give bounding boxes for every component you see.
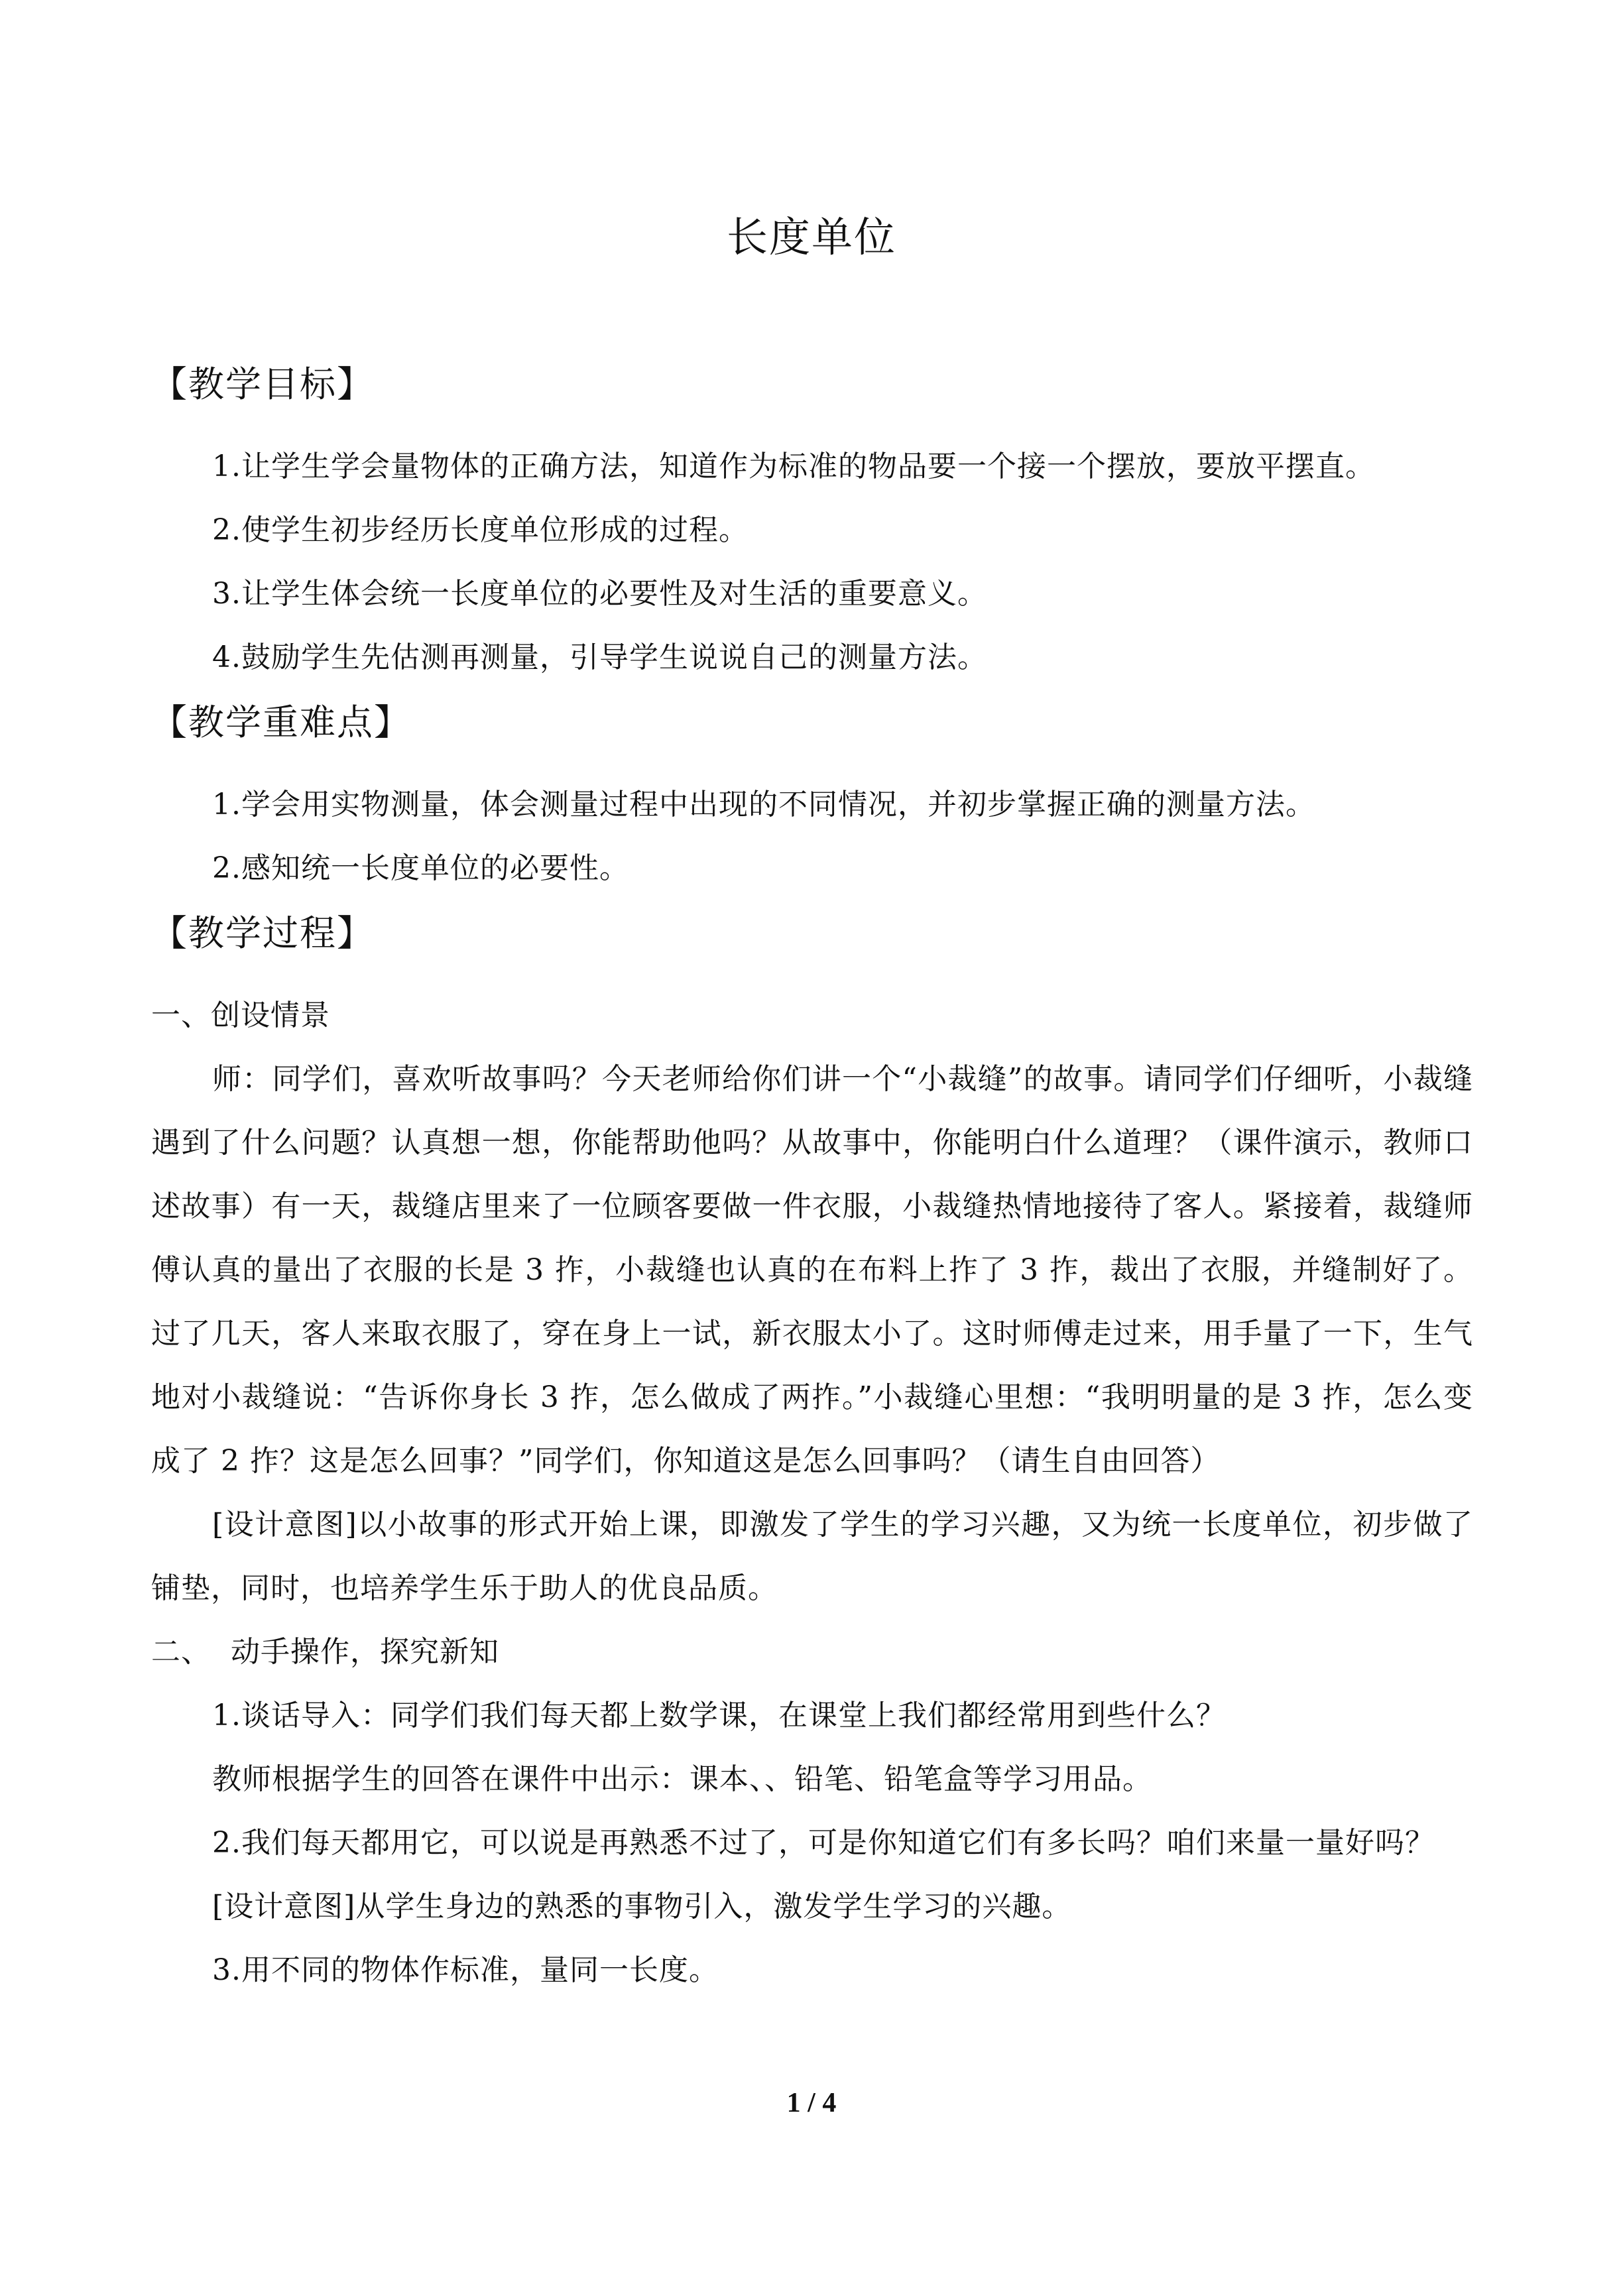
- objective-item: 2.使学生初步经历长度单位形成的过程。: [212, 513, 749, 547]
- process-part1-design-note: [设计意图]以小故事的形式开始上课，即激发了学生的学习兴趣，又为统一长度单位，初步做了铺垫，同时，也培养学生乐于助人的优良品质。: [151, 1508, 1473, 1605]
- key-points-heading: 【教学重难点】: [151, 701, 411, 743]
- process-part2-design-note: [设计意图]从学生身边的熟悉的事物引入，激发学生学习的兴趣。: [212, 1890, 1072, 1923]
- process-part1-label: 一、创设情景: [151, 998, 330, 1032]
- objectives-heading: 【教学目标】: [151, 363, 374, 405]
- process-part2-note: 教师根据学生的回答在课件中出示：课本、、铅笔、铅笔盒等学习用品。: [212, 1762, 1152, 1796]
- key-point-item: 1.学会用实物测量，体会测量过程中出现的不同情况，并初步掌握正确的测量方法。: [212, 788, 1315, 821]
- process-part1-story: 师：同学们，喜欢听故事吗？今天老师给你们讲一个“小裁缝”的故事。请同学们仔细听，小裁缝遇到了什么问题？认真想一想，你能帮助他吗？从故事中，你能明白什么道理？（课件演示，教师口述故事）有一天，裁缝店里来了一位顾客要做一件衣服，小裁缝热情地接待了客人。紧接着，裁缝师傅认真的量出了衣服的长是 3 拃，小裁缝也认真的在布料上拃了 3 拃，裁出了衣服，并缝制好了。过了几天，客人来取衣服了，穿在身上一试，新衣服太小了。这时师傅走过来，用手量了一下，生气地对小裁缝说：“告诉你身长 3 拃，怎么做成了两拃。”小裁缝心里想：“我明明量的是 3 拃，怎么变成了 2 拃？这是怎么回事？”同学们，你知道这是怎么回事吗？（请生自由回答）: [151, 1062, 1473, 1478]
- page-number: 1 / 4: [786, 2088, 837, 2118]
- page-title: 长度单位: [726, 213, 896, 261]
- objectives-list: [151, 435, 1473, 690]
- process-part2-item: 3.用不同的物体作标准，量同一长度。: [212, 1953, 719, 1987]
- key-points-list: [151, 773, 1473, 900]
- objective-item: 3.让学生体会统一长度单位的必要性及对生活的重要意义。: [212, 577, 987, 611]
- document-body: [151, 351, 1473, 2002]
- process-heading: 【教学过程】: [151, 912, 374, 954]
- process-part2-item: 1.谈话导入：同学们我们每天都上数学课，在课堂上我们都经常用到些什么？: [212, 1699, 1226, 1732]
- process-body: [151, 984, 1473, 2002]
- process-part2-item: 2.我们每天都用它，可以说是再熟悉不过了，可是你知道它们有多长吗？咱们来量一量好吗？: [212, 1826, 1435, 1860]
- key-point-item: 2.感知统一长度单位的必要性。: [212, 851, 629, 885]
- objective-item: 1.让学生学会量物体的正确方法，知道作为标准的物品要一个接一个摆放，要放平摆直。: [212, 450, 1375, 483]
- objective-item: 4.鼓励学生先估测再测量，引导学生说说自己的测量方法。: [212, 640, 987, 674]
- process-part2-label: 二、 动手操作，探究新知: [151, 1635, 499, 1669]
